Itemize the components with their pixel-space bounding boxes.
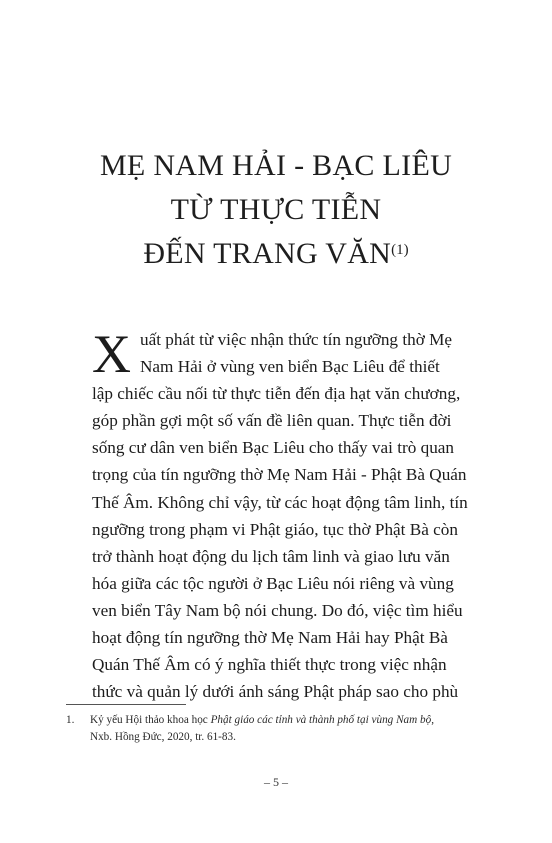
footnote-number: 1.	[66, 714, 75, 726]
body-line: hóa giữa các tộc người ở Bạc Liêu nói riêng và vùng	[92, 573, 454, 593]
body-line: lập chiếc cầu nối từ thực tiễn đến địa hạt văn chương,	[92, 384, 461, 404]
footnote	[66, 712, 476, 746]
body-line: thức và quản lý dưới ánh sáng Phật pháp sao cho phù	[92, 682, 459, 702]
body-line: Nam Hải ở vùng ven biển Bạc Liêu để thiết	[140, 357, 440, 377]
footnote-suffix: ,	[431, 714, 434, 726]
body-line: trở thành hoạt động du lịch tâm linh và giao lưu văn	[92, 546, 450, 566]
body-paragraph	[92, 326, 470, 705]
body-line: uất phát từ việc nhận thức tín ngưỡng thờ Mẹ	[140, 330, 452, 349]
chapter-title-line-1: MẸ NAM HẢI - BẠC LIÊU	[99, 149, 453, 182]
page-number: – 5 –	[264, 775, 288, 789]
footnote-text	[66, 712, 476, 746]
chapter-title-line-3-text: ĐẾN TRANG VĂN	[143, 237, 392, 270]
footnote-italic-title: Phật giáo các tỉnh và thành phố tại vùng Nam bộ	[210, 714, 432, 726]
footnote-divider	[66, 704, 186, 705]
chapter-title-line-2: TỪ THỰC TIỄN	[170, 193, 382, 226]
footnote-reference[interactable]: (1)	[391, 242, 409, 258]
body-line: hoạt động tín ngưỡng thờ Mẹ Nam Hải hay Phật Bà	[92, 628, 448, 648]
body-line: Thế Âm. Không chỉ vậy, từ các hoạt động tâm linh, tín	[92, 492, 468, 512]
chapter-title	[0, 144, 552, 276]
footnote-line-2: Nxb. Hồng Đức, 2020, tr. 61-83.	[90, 731, 236, 743]
body-line: trọng của tín ngưỡng thờ Mẹ Nam Hải - Phật Bà Quán	[92, 465, 467, 485]
body-line: Quán Thế Âm có ý nghĩa thiết thực trong việc nhận	[92, 655, 447, 675]
footnote-prefix: Kỷ yếu Hội thảo khoa học	[90, 714, 211, 726]
drop-cap: X	[92, 324, 131, 384]
chapter-title-line-3	[0, 232, 552, 276]
body-line: ngưỡng trong phạm vi Phật giáo, tục thờ Phật Bà còn	[92, 519, 458, 539]
body-line: góp phần gợi một số vấn đề liên quan. Thực tiễn đời	[92, 411, 452, 431]
footnote-line-1	[90, 712, 476, 729]
body-line: sống cư dân ven biển Bạc Liêu cho thấy vai trò quan	[92, 438, 455, 458]
body-line: ven biển Tây Nam bộ nói chung. Do đó, việc tìm hiểu	[92, 600, 463, 620]
